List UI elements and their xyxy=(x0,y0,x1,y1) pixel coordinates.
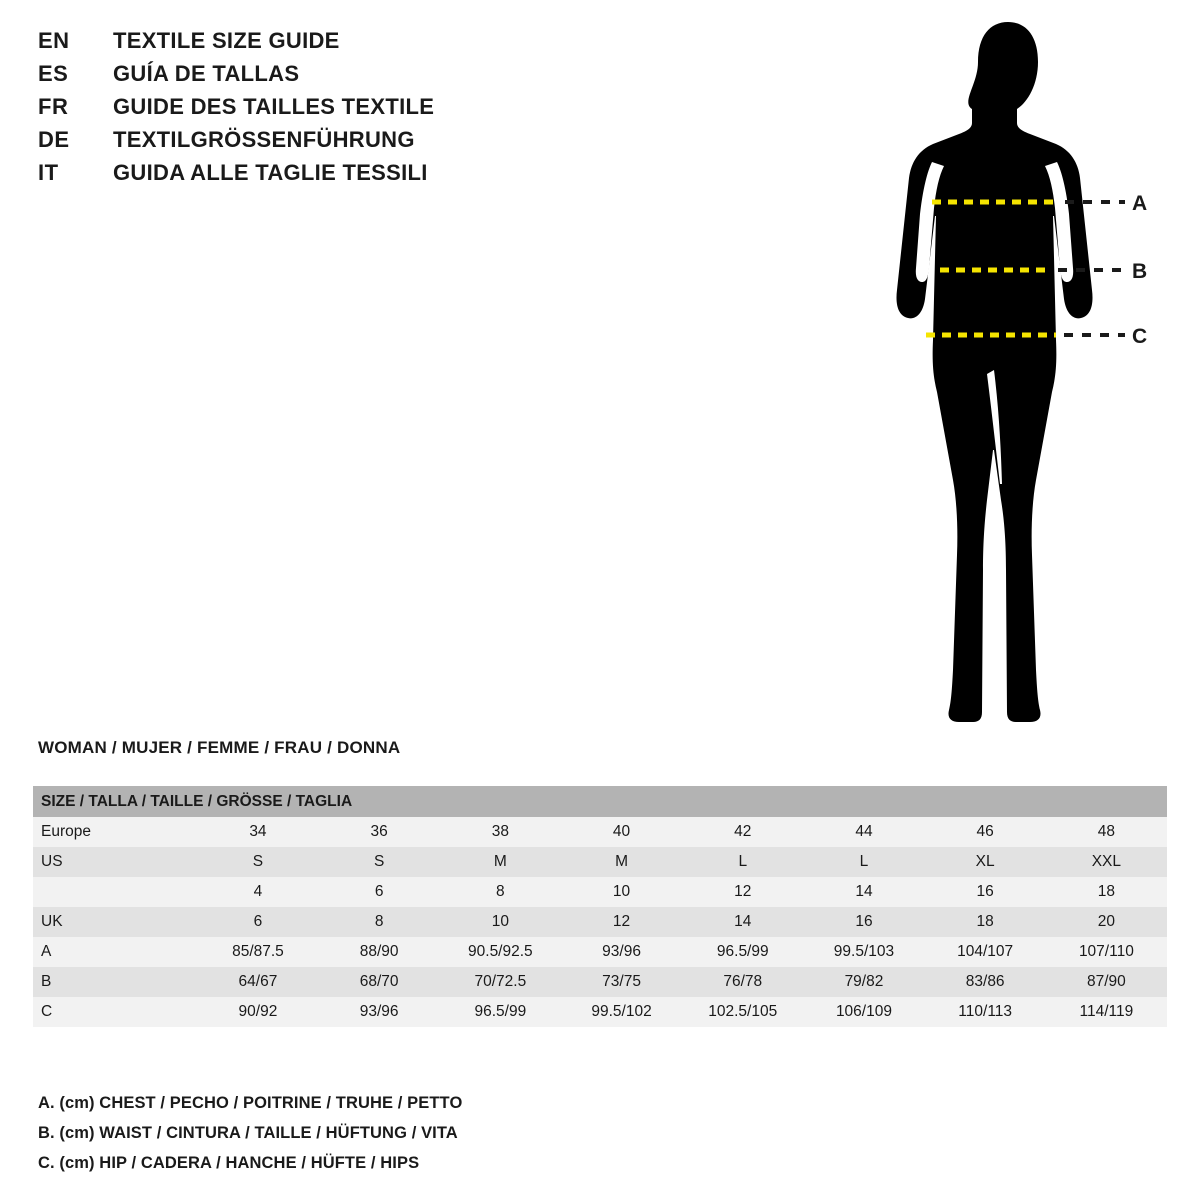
table-cell: 99.5/102 xyxy=(561,997,682,1027)
language-title: TEXTILE SIZE GUIDE xyxy=(113,28,340,53)
table-cell: 10 xyxy=(561,877,682,907)
footnote-list xyxy=(38,1088,738,1178)
table-cell: 83/86 xyxy=(925,967,1046,997)
language-row xyxy=(38,61,598,94)
table-cell: 42 xyxy=(682,817,803,847)
table-cell: 10 xyxy=(440,907,561,937)
table-cell: 16 xyxy=(803,907,924,937)
language-row xyxy=(38,160,598,193)
table-cell: 16 xyxy=(925,877,1046,907)
table-cell: 96.5/99 xyxy=(682,937,803,967)
table-cell: 90.5/92.5 xyxy=(440,937,561,967)
table-cell: 36 xyxy=(319,817,440,847)
section-caption: WOMAN / MUJER / FEMME / FRAU / DONNA xyxy=(38,738,401,757)
table-cell: 107/110 xyxy=(1046,937,1167,967)
language-code: EN xyxy=(38,28,70,53)
measure-label-b: B xyxy=(1132,260,1148,283)
table-cell: 96.5/99 xyxy=(440,997,561,1027)
table-header-cell: SIZE / TALLA / TAILLE / GRÖSSE / TAGLIA xyxy=(33,786,1167,817)
table-cell: 4 xyxy=(197,877,318,907)
table-cell: M xyxy=(440,847,561,877)
row-label: Europe xyxy=(33,817,197,847)
table-cell: 38 xyxy=(440,817,561,847)
table-row xyxy=(33,907,1167,937)
row-label: UK xyxy=(33,907,197,937)
table-cell: 93/96 xyxy=(319,997,440,1027)
table-row xyxy=(33,967,1167,997)
table-cell: 104/107 xyxy=(925,937,1046,967)
language-title: TEXTILGRÖSSENFÜHRUNG xyxy=(113,127,415,152)
footnote-waist: B. (cm) WAIST / CINTURA / TAILLE / HÜFTUNG / VITA xyxy=(38,1124,458,1142)
woman-silhouette-figure xyxy=(860,10,1190,740)
table-cell: 87/90 xyxy=(1046,967,1167,997)
table-cell: 76/78 xyxy=(682,967,803,997)
table-cell: 14 xyxy=(682,907,803,937)
table-cell: 44 xyxy=(803,817,924,847)
measure-label-a: A xyxy=(1132,192,1148,215)
table-cell: XL xyxy=(925,847,1046,877)
language-code: ES xyxy=(38,61,69,86)
table-cell: 73/75 xyxy=(561,967,682,997)
table-row xyxy=(33,817,1167,847)
table-row xyxy=(33,997,1167,1027)
table-cell: 12 xyxy=(561,907,682,937)
table-cell: 85/87.5 xyxy=(197,937,318,967)
measure-label-c: C xyxy=(1132,325,1148,348)
table-cell: 106/109 xyxy=(803,997,924,1027)
table-cell: 102.5/105 xyxy=(682,997,803,1027)
table-row xyxy=(33,937,1167,967)
table-cell: 93/96 xyxy=(561,937,682,967)
language-row xyxy=(38,94,598,127)
footnote-hip: C. (cm) HIP / CADERA / HANCHE / HÜFTE / HIPS xyxy=(38,1154,420,1172)
language-title-list xyxy=(38,28,598,193)
table-cell: M xyxy=(561,847,682,877)
table-cell: 90/92 xyxy=(197,997,318,1027)
language-code: IT xyxy=(38,160,59,185)
table-cell: L xyxy=(682,847,803,877)
table-cell: 8 xyxy=(319,907,440,937)
language-row xyxy=(38,28,598,61)
table-cell: L xyxy=(803,847,924,877)
row-label: A xyxy=(33,937,197,967)
silhouette-svg xyxy=(860,10,1190,740)
table-cell: 18 xyxy=(925,907,1046,937)
table-cell: 12 xyxy=(682,877,803,907)
table-cell: 114/119 xyxy=(1046,997,1167,1027)
row-label: B xyxy=(33,967,197,997)
size-table-head xyxy=(33,786,1167,817)
table-cell: 14 xyxy=(803,877,924,907)
table-cell: 64/67 xyxy=(197,967,318,997)
table-row xyxy=(33,847,1167,877)
table-cell: S xyxy=(197,847,318,877)
table-cell: 99.5/103 xyxy=(803,937,924,967)
table-cell: 70/72.5 xyxy=(440,967,561,997)
row-label xyxy=(33,877,197,907)
size-table-body xyxy=(33,817,1167,1027)
footnote-chest: A. (cm) CHEST / PECHO / POITRINE / TRUHE / PETTO xyxy=(38,1094,463,1112)
table-cell: 18 xyxy=(1046,877,1167,907)
language-code: DE xyxy=(38,127,70,152)
table-cell: 110/113 xyxy=(925,997,1046,1027)
body-silhouette-icon xyxy=(896,22,1092,722)
table-cell: 88/90 xyxy=(319,937,440,967)
row-label: C xyxy=(33,997,197,1027)
table-cell: 6 xyxy=(319,877,440,907)
table-cell: 20 xyxy=(1046,907,1167,937)
table-cell: 79/82 xyxy=(803,967,924,997)
language-title: GUIDE DES TAILLES TEXTILE xyxy=(113,94,435,119)
table-header-row xyxy=(33,786,1167,817)
table-cell: 8 xyxy=(440,877,561,907)
row-label: US xyxy=(33,847,197,877)
table-cell: 68/70 xyxy=(319,967,440,997)
table-cell: 6 xyxy=(197,907,318,937)
language-title: GUÍA DE TALLAS xyxy=(113,61,300,86)
table-cell: 48 xyxy=(1046,817,1167,847)
table-cell: 46 xyxy=(925,817,1046,847)
table-cell: 40 xyxy=(561,817,682,847)
table-cell: 34 xyxy=(197,817,318,847)
table-cell: S xyxy=(319,847,440,877)
language-row xyxy=(38,127,598,160)
language-title: GUIDA ALLE TAGLIE TESSILI xyxy=(113,160,428,185)
size-table xyxy=(33,786,1167,1027)
language-code: FR xyxy=(38,94,69,119)
table-row xyxy=(33,877,1167,907)
table-cell: XXL xyxy=(1046,847,1167,877)
